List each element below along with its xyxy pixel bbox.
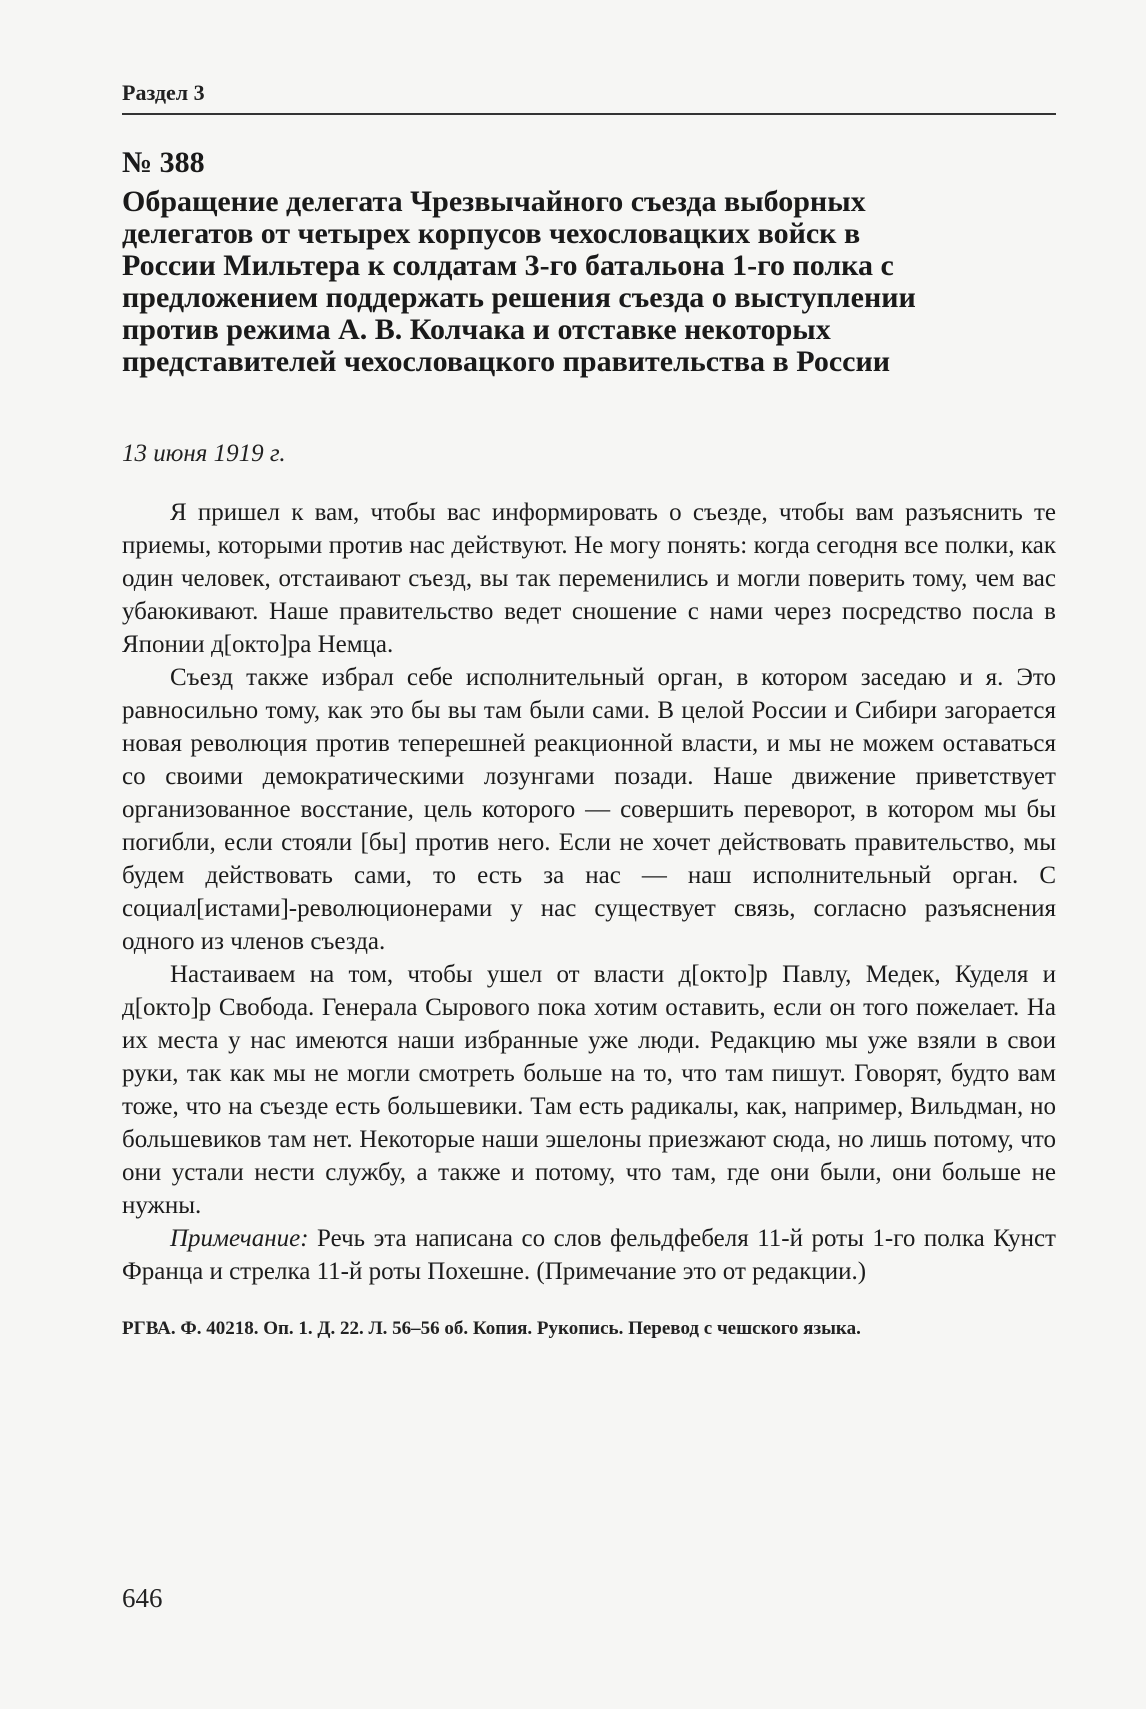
page-number: 646 — [122, 1583, 163, 1613]
body-paragraph: Я пришел к вам, чтобы вас информировать о съезде, чтобы вам разъяснить те приемы, которыми против нас действуют. Не могу понять: когда сегодня все полки, как один человек, отстаивают съезд, вы так переменились и могли поверить тому, чем вас убаюкивают. Наше правительство ведет сношение с нами через посредство посла в Японии д[окто]ра Немца. — [122, 499, 1056, 658]
document-body — [122, 496, 1056, 1288]
header-divider — [122, 113, 1056, 115]
note-text: Речь эта написана со слов фельдфебеля 11-й роты 1-го полка Кунст Франца и стрелка 11-й роты Похешне. (Примечание это от редакции.) — [122, 1225, 1056, 1285]
archival-source: РГВА. Ф. 40218. Оп. 1. Д. 22. Л. 56–56 об. Копия. Рукопись. Перевод с чешского языка. — [122, 1318, 861, 1339]
document-number: № 388 — [122, 146, 205, 179]
body-paragraph: Съезд также избрал себе исполнительный орган, в котором заседаю и я. Это равносильно тому, как это бы вы там были сами. В целой России и Сибири загорается новая революция против теперешней реакционной власти, и мы не можем оставаться со своими демократическими лозунгами позади. Наше движение приветствует организованное восстание, цель которого — совершить переворот, в котором мы бы погибли, если стояли [бы] против него. Если не хочет действовать правительство, мы будем действовать сами, то есть за нас — наш исполнительный орган. С социал[истами]-революционерами у нас существует связь, согласно разъяснения одного из членов съезда. — [122, 664, 1056, 955]
note-paragraph — [122, 1222, 1056, 1288]
note-label: Примечание: — [170, 1225, 309, 1252]
body-paragraph: Настаиваем на том, чтобы ушел от власти д[окто]р Павлу, Медек, Куделя и д[окто]р Свобода. Генерала Сырового пока хотим оставить, если он того пожелает. На их места у нас имеются наши избранные уже люди. Редакцию мы уже взяли в свои руки, так как мы не могли смотреть больше на то, что там пишут. Говорят, будто вам тоже, что на съезде есть большевики. Там есть радикалы, как, например, Вильдман, но большевиков там нет. Некоторые наши эшелоны приезжают сюда, но лишь потому, что они устали нести службу, а также и потому, что там, где они были, они больше не нужны. — [122, 961, 1056, 1219]
document-title: Обращение делегата Чрезвычайного съезда выборных делегатов от четырех корпусов чехословацких войск в России Мильтера к солдатам 3-го батальона 1-го полка с предложением поддержать решения съезда о выступлении против режима А. В. Колчака и отставке некоторых представителей чехословацкого правительства в России — [122, 185, 916, 378]
document-date: 13 июня 1919 г. — [122, 440, 286, 467]
running-head: Раздел 3 — [122, 80, 205, 105]
